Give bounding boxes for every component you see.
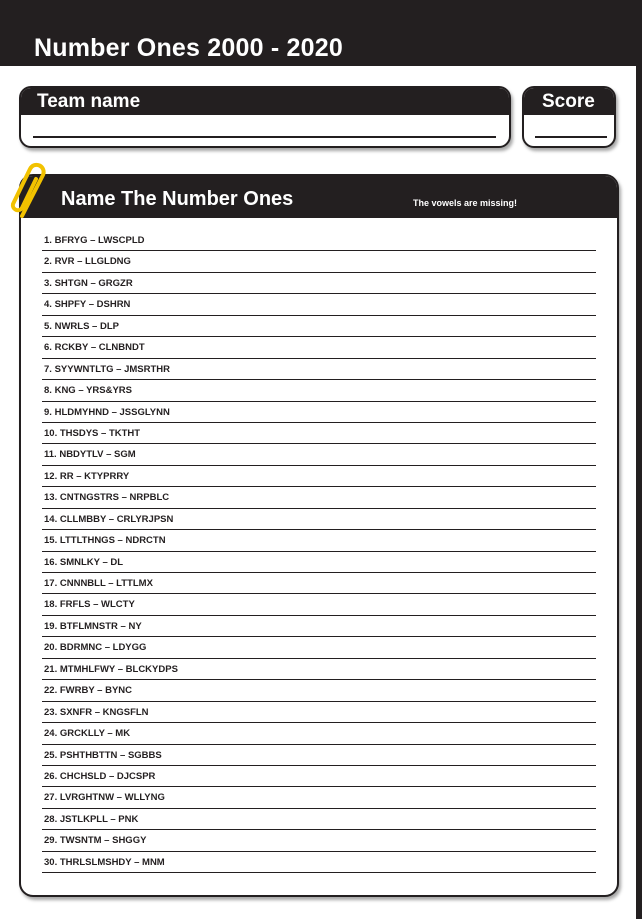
clue-text: THSDYS – TKTHT <box>59 427 141 439</box>
clue-row[interactable] <box>42 552 596 573</box>
clue-number: 13. <box>44 492 58 504</box>
clue-row[interactable] <box>42 273 596 294</box>
clue-number: 29. <box>44 835 58 847</box>
clue-text: RCKBY – CLNBNDT <box>54 342 145 354</box>
clue-number: 4. <box>44 299 52 311</box>
clue-number: 18. <box>44 599 58 611</box>
clue-text: CNTNGSTRS – NRPBLC <box>59 492 170 504</box>
clue-row[interactable] <box>42 616 596 637</box>
clue-text: FWRBY – BYNC <box>59 685 132 697</box>
clue-row[interactable] <box>42 745 596 766</box>
clue-row[interactable] <box>42 230 596 251</box>
clue-row[interactable] <box>42 380 596 401</box>
clue-number: 28. <box>44 813 58 825</box>
clue-number: 22. <box>44 685 58 697</box>
clue-text: THRLSLMSHDY – MNM <box>59 856 165 868</box>
clue-row[interactable] <box>42 487 596 508</box>
clue-row[interactable] <box>42 337 596 358</box>
clue-number: 16. <box>44 556 58 568</box>
clue-text: BFRYG – LWSCPLD <box>54 235 145 246</box>
clue-text: NWRLS – DLP <box>54 320 119 332</box>
clue-text: LVRGHTNW – WLLYNG <box>59 792 165 804</box>
clue-text: SXNFR – KNGSFLN <box>59 706 149 718</box>
clue-text: FRFLS – WLCTY <box>59 599 135 611</box>
clue-number: 24. <box>44 728 58 740</box>
clue-row[interactable] <box>42 573 596 594</box>
clue-number: 14. <box>44 513 58 525</box>
clue-number: 19. <box>44 620 58 632</box>
clue-number: 8. <box>44 385 52 397</box>
page-title: Number Ones 2000 - 2020 <box>34 34 343 62</box>
clue-number: 3. <box>44 277 52 289</box>
clue-row[interactable] <box>42 809 596 830</box>
clue-number: 9. <box>44 406 52 418</box>
clue-number: 5. <box>44 320 52 332</box>
clue-text: CLLMBBY – CRLYRJPSN <box>59 513 174 525</box>
clue-text: BTFLMNSTR – NY <box>59 620 142 632</box>
clue-list <box>42 230 596 873</box>
clue-text: MTMHLFWY – BLCKYDPS <box>59 663 178 675</box>
clue-number: 7. <box>44 363 52 375</box>
clue-text: RR – KTYPRRY <box>59 470 130 482</box>
clue-text: CHCHSLD – DJCSPR <box>59 770 156 782</box>
clue-text: SHTGN – GRGZR <box>54 277 133 289</box>
score-box <box>522 86 616 148</box>
clue-number: 23. <box>44 706 58 718</box>
clue-text: LTTLTHNGS – NDRCTN <box>59 535 166 547</box>
clue-row[interactable] <box>42 659 596 680</box>
clue-row[interactable] <box>42 723 596 744</box>
clue-row[interactable] <box>42 294 596 315</box>
quiz-hint: The vowels are missing! <box>413 198 518 208</box>
clue-number: 25. <box>44 749 58 761</box>
clue-row[interactable] <box>42 402 596 423</box>
clue-text: JSTLKPLL – PNK <box>59 813 139 825</box>
clue-row[interactable] <box>42 680 596 701</box>
clue-row[interactable] <box>42 316 596 337</box>
clue-number: 21. <box>44 663 58 675</box>
team-name-label: Team name <box>21 88 509 115</box>
clue-row[interactable] <box>42 830 596 851</box>
clue-text: NBDYTLV – SGM <box>59 449 136 461</box>
clue-row[interactable] <box>42 509 596 530</box>
clue-text: KNG – YRS&YRS <box>54 385 133 397</box>
quiz-panel-header <box>21 176 617 218</box>
clue-row[interactable] <box>42 423 596 444</box>
clue-number: 15. <box>44 535 58 547</box>
clue-text: TWSNTM – SHGGY <box>59 835 147 847</box>
page-edge-strip <box>636 66 642 919</box>
clue-number: 27. <box>44 792 58 804</box>
clue-text: SHPFY – DSHRN <box>54 299 131 311</box>
clue-number: 11. <box>44 449 57 461</box>
team-name-write-line[interactable] <box>33 136 496 138</box>
clue-row[interactable] <box>42 594 596 615</box>
clue-number: 20. <box>44 642 58 654</box>
quiz-title: Name The Number Ones <box>61 188 294 210</box>
clue-number: 26. <box>44 770 58 782</box>
clue-row[interactable] <box>42 766 596 787</box>
clue-row[interactable] <box>42 702 596 723</box>
clue-number: 17. <box>44 578 58 589</box>
clue-text: GRCKLLY – MK <box>59 728 131 740</box>
clue-row[interactable] <box>42 530 596 551</box>
clue-row[interactable] <box>42 444 596 465</box>
clue-text: HLDMYHND – JSSGLYNN <box>54 406 170 418</box>
clue-row[interactable] <box>42 787 596 808</box>
clue-row[interactable] <box>42 359 596 380</box>
clue-row[interactable] <box>42 637 596 658</box>
clue-number: 12. <box>44 470 58 482</box>
team-name-box <box>19 86 511 148</box>
clue-text: PSHTHBTTN – SGBBS <box>59 749 162 761</box>
clue-number: 2. <box>44 256 52 268</box>
clue-text: SMNLKY – DL <box>59 556 124 568</box>
paperclip-icon <box>8 160 52 224</box>
clue-text: BDRMNC – LDYGG <box>59 642 147 654</box>
score-label: Score <box>524 88 614 115</box>
clue-number: 6. <box>44 342 52 354</box>
clue-number: 1. <box>44 235 52 246</box>
clue-number: 30. <box>44 856 58 868</box>
clue-number: 10. <box>44 427 58 439</box>
score-write-line[interactable] <box>535 136 607 138</box>
clue-text: CNNNBLL – LTTLMX <box>59 578 153 589</box>
clue-row[interactable] <box>42 251 596 272</box>
clue-row[interactable] <box>42 852 596 873</box>
clue-text: SYYWNTLTG – JMSRTHR <box>54 363 170 375</box>
clue-text: RVR – LLGLDNG <box>54 256 131 268</box>
clue-row[interactable] <box>42 466 596 487</box>
